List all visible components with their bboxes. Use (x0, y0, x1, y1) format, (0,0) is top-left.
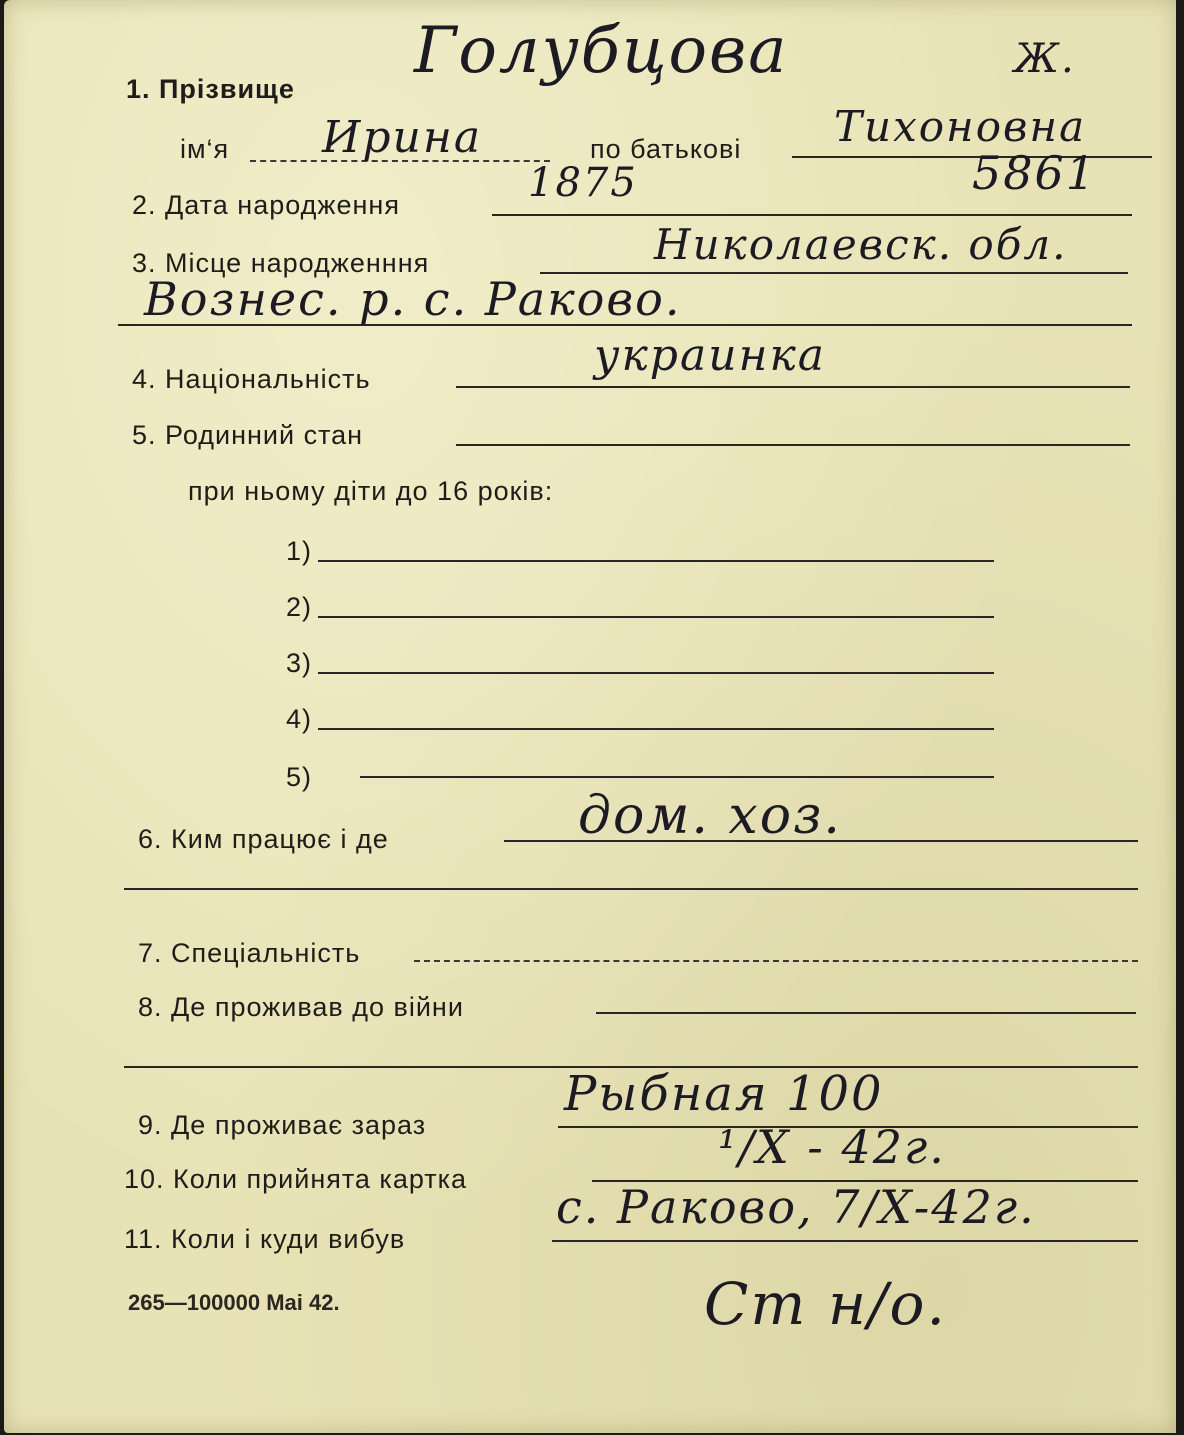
first-name-label: ім‘я (180, 134, 230, 164)
birthplace-value-2: Вознес. р. с. Раково. (144, 272, 682, 326)
child-5-line (360, 776, 994, 778)
child-4-label: 4) (286, 704, 313, 734)
child-1-line (318, 560, 994, 562)
child-3-label: 3) (286, 648, 313, 678)
birth-year-value: 1875 (528, 160, 638, 206)
nationality-label: 4. Національність (132, 364, 371, 394)
surname-mark: Ж. (1014, 36, 1076, 82)
marital-status-label: 5. Родинний стан (132, 420, 364, 450)
patronymic-label: по батькові (590, 134, 742, 164)
specialty-line (414, 960, 1138, 962)
marital-status-line (456, 444, 1130, 446)
handwritten-note: Сm н/о. (704, 1270, 947, 1338)
surname-label: 1. Прізвище (126, 74, 295, 104)
current-address-value: Рыбная 100 (564, 1066, 884, 1122)
first-name-value: Ирина (322, 112, 483, 163)
child-2-line (318, 616, 994, 618)
children-label: при ньому діти до 16 років: (188, 476, 554, 506)
birthplace-label: 3. Місце народженння (132, 248, 430, 278)
print-code: 265—100000 Mai 42. (128, 1290, 340, 1315)
prewar-address-label: 8. Де проживав до війни (138, 992, 464, 1022)
card-accepted-label: 10. Коли прийнята картка (124, 1164, 468, 1194)
registration-card (4, 0, 1176, 1433)
child-4-line (318, 728, 994, 730)
child-2-label: 2) (286, 592, 313, 622)
occupation-label: 6. Ким працює і де (138, 824, 389, 854)
specialty-label: 7. Спеціальність (138, 938, 361, 968)
departure-value: с. Раково, 7/Х-42г. (556, 1180, 1036, 1234)
occupation-line-2 (124, 888, 1138, 890)
nationality-line (456, 386, 1130, 388)
child-5-label: 5) (286, 762, 313, 792)
birth-date-label: 2. Дата народження (132, 190, 400, 220)
child-1-label: 1) (286, 536, 313, 566)
departure-line (552, 1240, 1138, 1242)
prewar-address-line-1 (596, 1012, 1136, 1014)
departure-label: 11. Коли і куди вибув (124, 1224, 406, 1254)
nationality-value: украинка (594, 330, 827, 381)
card-accepted-value: ¹/Х - 42г. (718, 1120, 946, 1174)
card-number-value: 5861 (972, 146, 1098, 200)
child-3-line (318, 672, 994, 674)
birthplace-value-1: Николаевск. обл. (654, 220, 1068, 269)
birth-date-line (492, 214, 1132, 216)
surname-value: Голубцова (414, 14, 789, 88)
occupation-value: дом. хоз. (578, 786, 842, 846)
patronymic-value: Тихоновна (834, 102, 1087, 151)
current-address-label: 9. Де проживає зараз (138, 1110, 427, 1140)
